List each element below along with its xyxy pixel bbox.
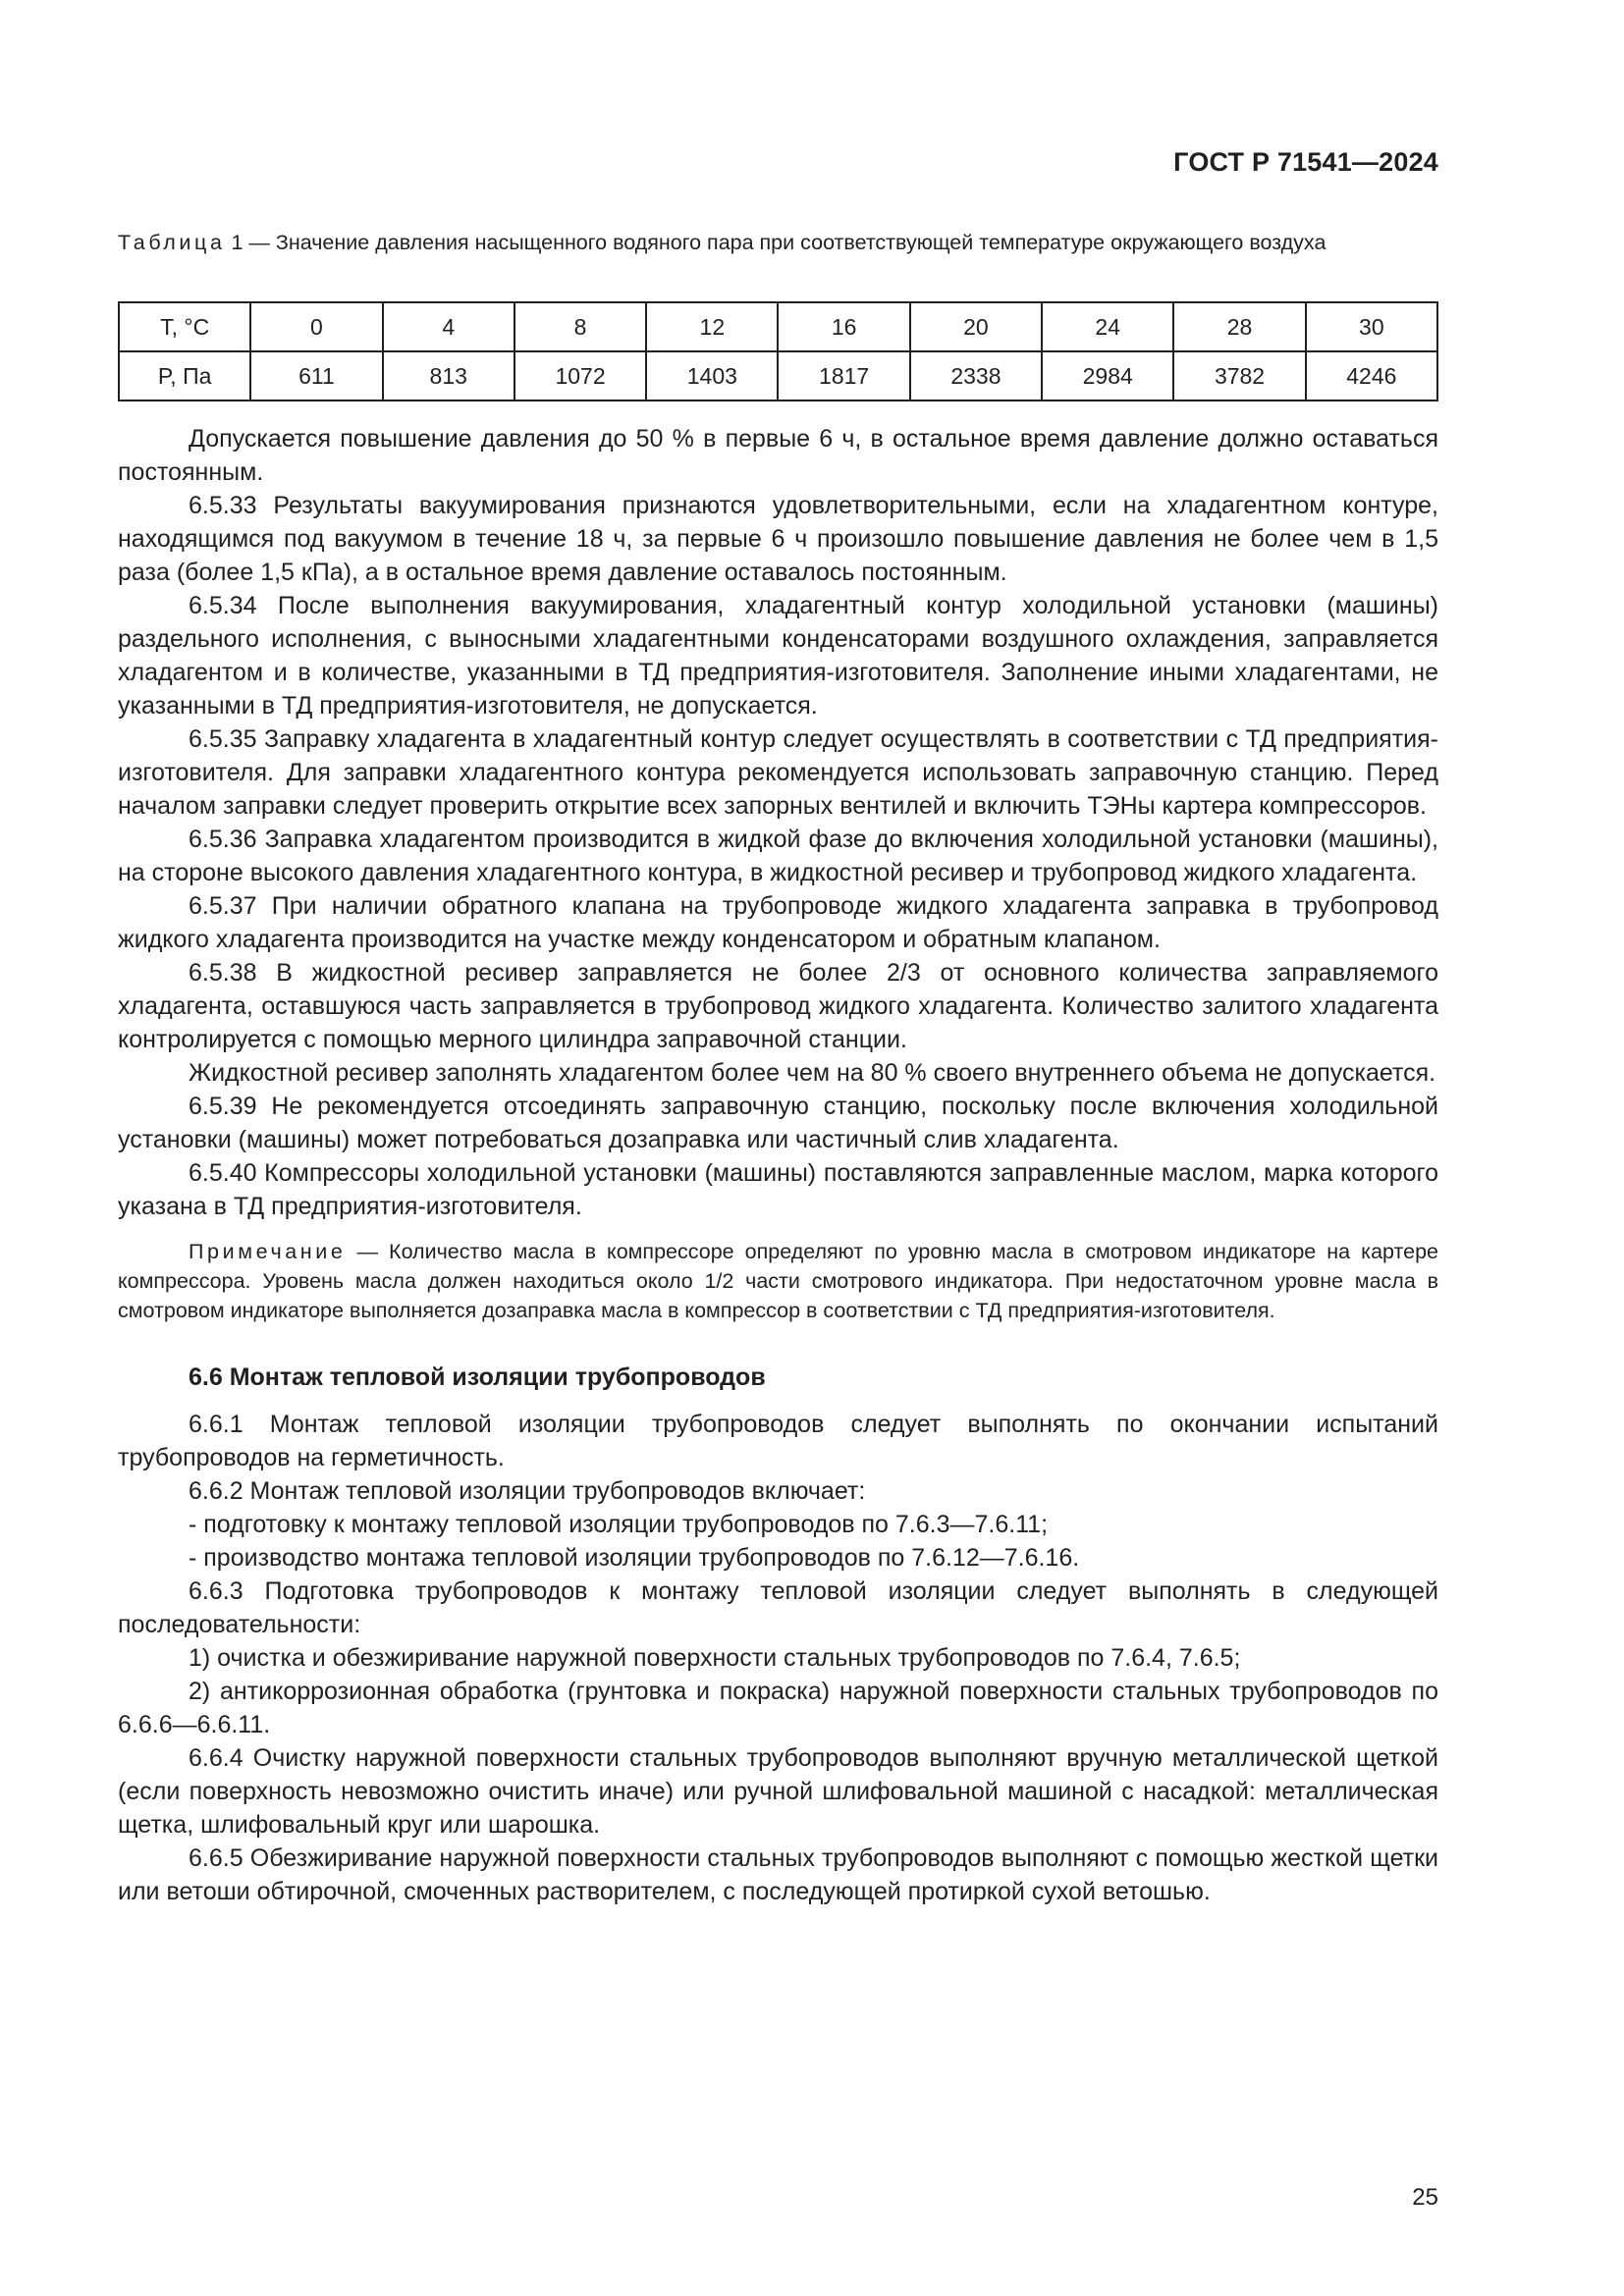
paragraph-6-5-38: 6.5.38 В жидкостной ресивер заправляется не более 2/3 от основного количества заправляемого хладагента, оставшуюся часть заправляется в трубопровод жидкого хладагента. Количество залитого хладагента контролируется с помощью мерного цилиндра заправочной станции. [118, 959, 1438, 1053]
paragraph-6-6-4: 6.6.4 Очистку наружной поверхности стальных трубопроводов выполняют вручную металлической щеткой (если поверхность невозможно очистить иначе) или ручной шлифовальной машиной с насадкой: металлическая щетка, шлифовальный круг или шарошка. [118, 1744, 1438, 1839]
table-cell: P, Па [119, 351, 250, 400]
table-cell: T, °C [119, 302, 250, 351]
document-header: ГОСТ Р 71541—2024 [1173, 147, 1438, 177]
table-cell: 1403 [646, 351, 778, 400]
paragraph: Жидкостной ресивер заполнять хладагентом более чем на 80 % своего внутреннего объема не допускается. [189, 1059, 1436, 1087]
paragraph-6-5-40: 6.5.40 Компрессоры холодильной установки (машины) поставляются заправленные маслом, марка которого указана в ТД предприятия-изготовителя. [118, 1159, 1438, 1220]
paragraph-6-5-39: 6.5.39 Не рекомендуется отсоединять заправочную станцию, поскольку после включения холодильной установки (машины) может потребоваться дозаправка или частичный слив хладагента. [118, 1093, 1438, 1153]
paragraph: Допускается повышение давления до 50 % в первые 6 ч, в остальное время давление должно оставаться постоянным. [118, 425, 1438, 486]
table-cell: 20 [910, 302, 1042, 351]
paragraph-6-6-2: 6.6.2 Монтаж тепловой изоляции трубопроводов включает: [189, 1477, 866, 1505]
list-item: - подготовку к монтажу тепловой изоляции трубопроводов по 7.6.3—7.6.11; [189, 1511, 1049, 1538]
table-cell: 1817 [778, 351, 909, 400]
page-number: 25 [1412, 2184, 1438, 2211]
table-cell: 813 [383, 351, 514, 400]
table-cell: 2338 [910, 351, 1042, 400]
table-cell: 24 [1042, 302, 1173, 351]
table-cell: 28 [1173, 302, 1305, 351]
table-cell: 1072 [514, 351, 646, 400]
note-text: — Количество масла в компрессоре определяют по уровню масла в смотровом индикаторе на картере компрессора. Уровень масла должен находиться около 1/2 части смотрового индикатора. При недостаточном уровне масла в смотровом индикаторе выполняется дозаправка масла в компрессор в соответствии с ТД предприятия-изготовителя. [118, 1240, 1438, 1322]
table-cell: 12 [646, 302, 778, 351]
table-caption [118, 228, 1438, 257]
section-title: 6.6 Монтаж тепловой изоляции трубопроводов [189, 1363, 766, 1391]
table-cell: 30 [1306, 302, 1437, 351]
table-cell: 2984 [1042, 351, 1173, 400]
table-cell: 4 [383, 302, 514, 351]
table-caption-label: Таблица [118, 231, 226, 254]
table-cell: 611 [250, 351, 382, 400]
paragraph-6-5-36: 6.5.36 Заправка хладагентом производится в жидкой фазе до включения холодильной установки (машины), на стороне высокого давления хладагентного контура, в жидкостной ресивер и трубопровод жидкого хладагента. [118, 826, 1438, 886]
note [118, 1237, 1438, 1325]
table-cell: 0 [250, 302, 382, 351]
paragraph-6-5-37: 6.5.37 При наличии обратного клапана на трубопроводе жидкого хладагента заправка в трубопровод жидкого хладагента производится на участке между конденсатором и обратным клапаном. [118, 892, 1438, 953]
table-cell: 3782 [1173, 351, 1305, 400]
paragraph-6-6-5: 6.6.5 Обезжиривание наружной поверхности стальных трубопроводов выполняют с помощью жесткой щетки или ветоши обтирочной, смоченных растворителем, с последующей протиркой сухой ветошью. [118, 1844, 1438, 1905]
note-label: Примечание [189, 1240, 347, 1263]
paragraph-6-6-1: 6.6.1 Монтаж тепловой изоляции трубопроводов следует выполнять по окончании испытаний трубопроводов на герметичность. [118, 1411, 1438, 1471]
list-item: - производство монтажа тепловой изоляции трубопроводов по 7.6.12—7.6.16. [189, 1544, 1080, 1572]
paragraph-6-5-33: 6.5.33 Результаты вакуумирования признаются удовлетворительными, если на хладагентном контуре, находящимся под вакуумом в течение 18 ч, за первые 6 ч произошло повышение давления не более чем в 1,5 раза (более 1,5 кПа), а в остальное время давление оставалось постоянным. [118, 492, 1438, 586]
pressure-table [118, 301, 1438, 401]
paragraph-6-5-34: 6.5.34 После выполнения вакуумирования, хладагентный контур холодильной установки (машины) раздельного исполнения, с выносными хладагентными конденсаторами воздушного охлаждения, заправляется хладагентом и в количестве, указанными в ТД предприятия-изготовителя. Заполнение иными хладагентами, не указанными в ТД предприятия-изготовителя, не допускается. [118, 592, 1438, 720]
table-row-pressure [119, 351, 1437, 400]
table-cell: 8 [514, 302, 646, 351]
table-row-temperature [119, 302, 1437, 351]
paragraph-6-5-35: 6.5.35 Заправку хладагента в хладагентный контур следует осуществлять в соответствии с ТД предприятия-изготовителя. Для заправки хладагентного контура рекомендуется использовать заправочную станцию. Перед началом заправки следует проверить открытие всех запорных вентилей и включить ТЭНы картера компрессоров. [118, 725, 1438, 820]
list-item: 2) антикоррозионная обработка (грунтовка и покраска) наружной поверхности стальных трубопроводов по 6.6.6—6.6.11. [118, 1678, 1438, 1738]
table-cell: 4246 [1306, 351, 1437, 400]
table-cell: 16 [778, 302, 909, 351]
table-caption-text: 1 — Значение давления насыщенного водяного пара при соответствующей температуре окружающего воздуха [225, 231, 1326, 254]
paragraph-6-6-3: 6.6.3 Подготовка трубопроводов к монтажу тепловой изоляции следует выполнять в следующей последовательности: [118, 1577, 1438, 1638]
document-body [118, 422, 1438, 1908]
list-item: 1) очистка и обезжиривание наружной поверхности стальных трубопроводов по 7.6.4, 7.6.5; [189, 1644, 1241, 1672]
